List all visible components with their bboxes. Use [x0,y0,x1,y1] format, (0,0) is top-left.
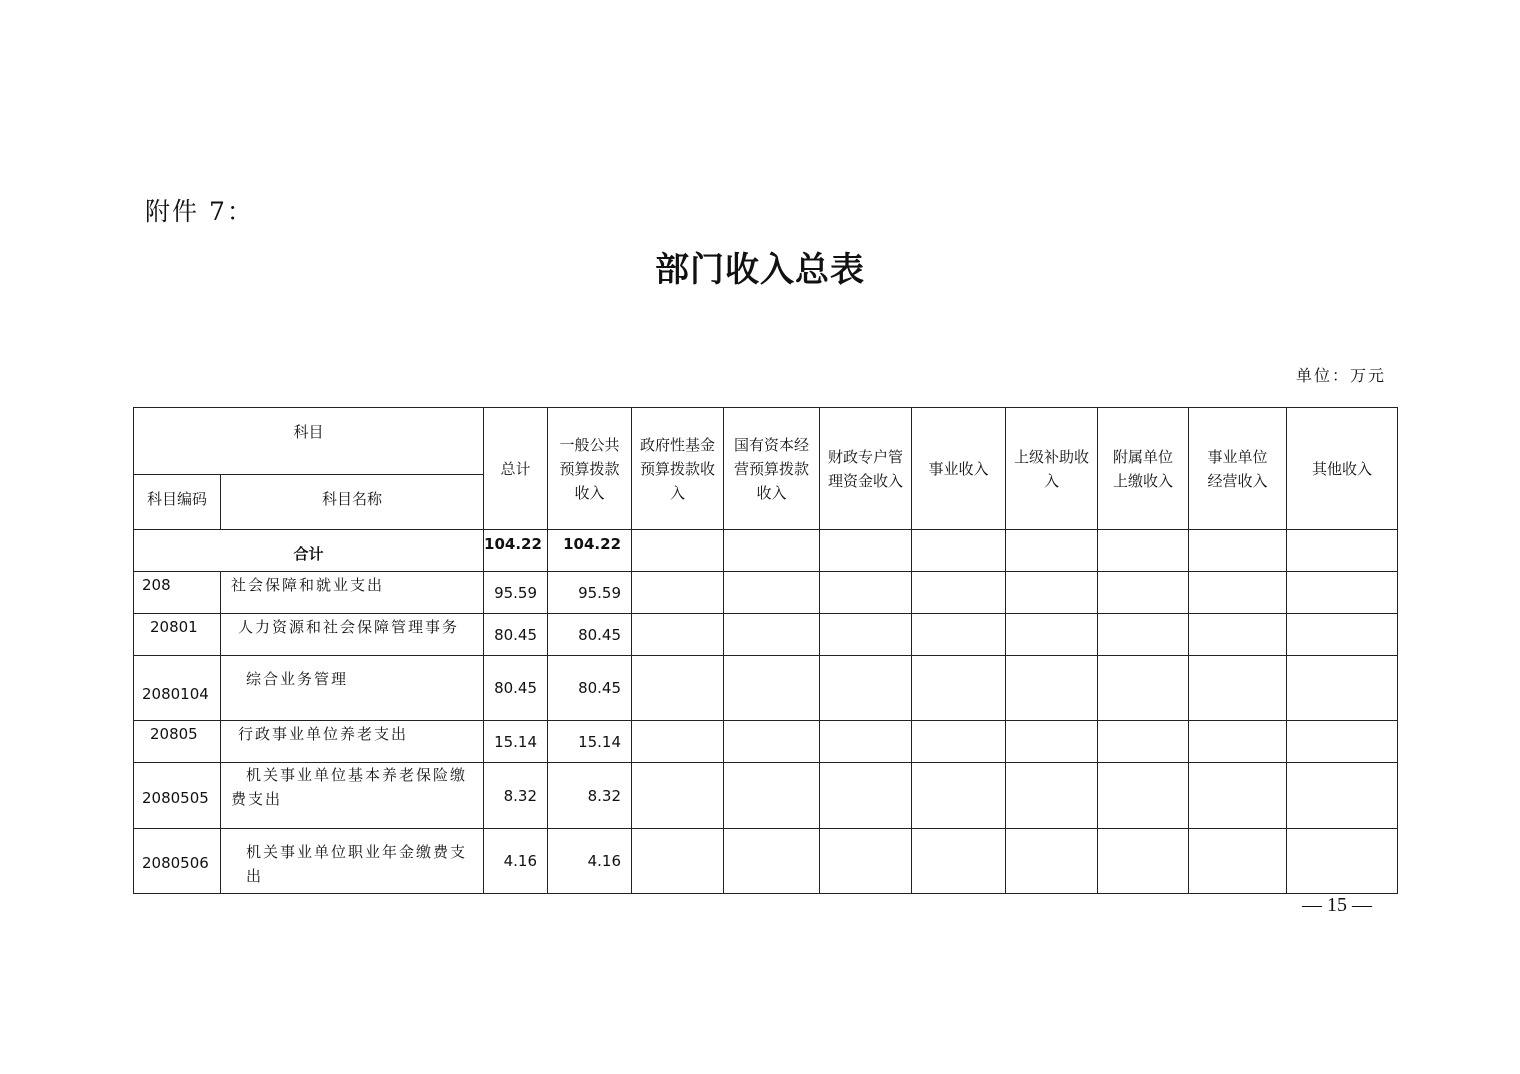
table-row [134,829,1398,894]
header-state-capital: 国有资本经营预算拨款收入 [724,408,820,530]
income-table [133,407,1398,894]
row-total: 4.16 [484,829,548,894]
row-name: 综合业务管理 [221,656,484,721]
header-general-budget: 一般公共预算拨款收入 [548,408,632,530]
row-name: 机关事业单位基本养老保险缴费支出 [221,763,484,829]
header-other-income: 其他收入 [1287,408,1398,530]
header-superior-subsidy: 上级补助收入 [1006,408,1098,530]
row-general-budget: 8.32 [548,763,632,829]
row-code: 208 [134,572,221,614]
row-general-budget: 15.14 [548,721,632,763]
page-number: — 15 — [1302,894,1372,916]
header-subject-code: 科目编码 [134,475,221,530]
unit-label: 单位：万元 [1296,366,1387,385]
table-row [134,572,1398,614]
page-title: 部门收入总表 [655,250,865,290]
total-general-budget: 104.22 [548,530,632,572]
row-total: 80.45 [484,656,548,721]
row-general-budget: 95.59 [548,572,632,614]
row-name: 机关事业单位职业年金缴费支出 [221,829,484,894]
row-general-budget: 80.45 [548,656,632,721]
row-name: 社会保障和就业支出 [221,572,484,614]
row-total: 15.14 [484,721,548,763]
row-general-budget: 80.45 [548,614,632,656]
total-value: 104.22 [484,530,548,572]
header-business-operating: 事业单位经营收入 [1189,408,1287,530]
header-subject: 科目 [134,408,484,475]
total-row [134,530,1398,572]
row-name: 人力资源和社会保障管理事务 [221,614,484,656]
row-total: 8.32 [484,763,548,829]
row-code: 20805 [134,721,221,763]
row-code: 2080505 [134,763,221,829]
header-business-income: 事业收入 [912,408,1006,530]
table-row [134,656,1398,721]
header-fiscal-account: 财政专户管理资金收入 [820,408,912,530]
row-code: 20801 [134,614,221,656]
total-label: 合计 [134,530,484,572]
table-row [134,721,1398,763]
header-gov-fund: 政府性基金预算拨款收入 [632,408,724,530]
table-row [134,614,1398,656]
header-row-1 [134,408,1398,475]
row-code: 2080506 [134,829,221,894]
attachment-label: 附件 7： [145,197,254,226]
row-total: 95.59 [484,572,548,614]
row-name: 行政事业单位养老支出 [221,721,484,763]
header-subject-name: 科目名称 [221,475,484,530]
table-row [134,763,1398,829]
header-total: 总计 [484,408,548,530]
row-code: 2080104 [134,656,221,721]
header-affiliated-unit: 附属单位上缴收入 [1098,408,1189,530]
row-total: 80.45 [484,614,548,656]
row-general-budget: 4.16 [548,829,632,894]
